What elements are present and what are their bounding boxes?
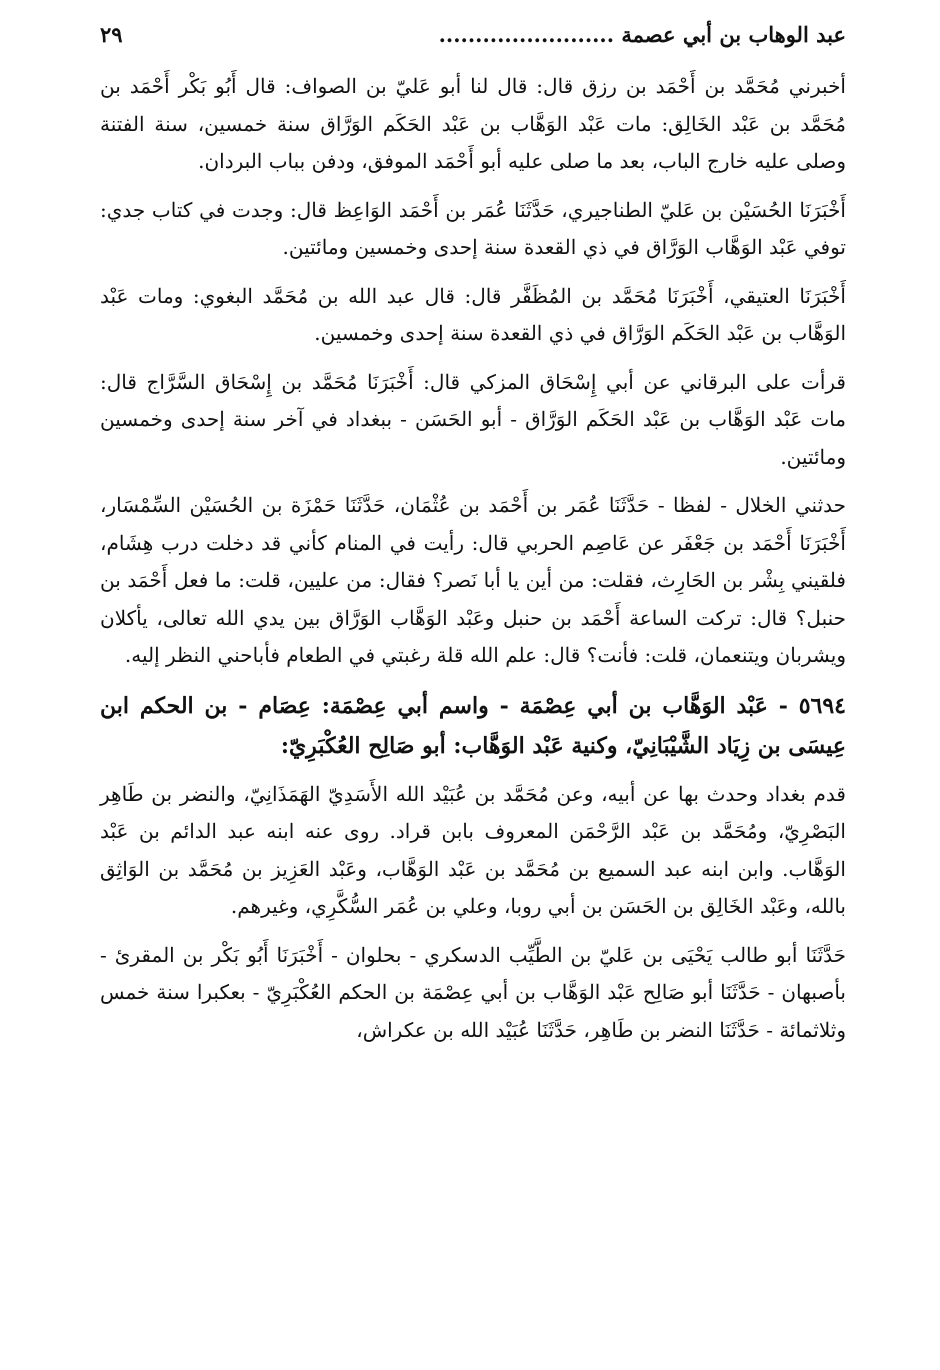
header-leader: ........................ [438, 22, 615, 47]
paragraph: حدثني الخلال - لفظا - حَدَّثَنَا عُمَر بن أَحْمَد بن عُثْمَان، حَدَّثَنَا حَمْزَة بن الحُسَيْن السِّمْسَار، أَخْبَرَنَا أَحْمَد بن جَعْفَر عن عَاصِم الحربي قال: رأيت في المنام كأني قد دخلت درب هِشَام، فلقيني بِشْر بن الحَارِث، فقلت: من أين يا أبا نَصر؟ فقال: من عليين، قلت: ما فعل أَحْمَد بن حنبل؟ قال: تركت الساعة أَحْمَد بن حنبل وعَبْد الوَهَّاب الوَرَّاق بين يدي الله تعالى، يأكلان ويشربان ويتنعمان، قلت: فأنت؟ قال: علم الله قلة رغبتي في الطعام فأباحني النظر إليه. [100, 493, 846, 667]
paragraph: قرأت على البرقاني عن أبي إِسْحَاق المزكي قال: أَخْبَرَنَا مُحَمَّد بن إِسْحَاق السَّرَّاج قال: مات عَبْد الوَهَّاب بن عَبْد الحَكَم الوَرَّاق - أبو الحَسَن - ببغداد في آخر سنة إحدى وخمسين ومائتين. [100, 369, 846, 469]
entry-paragraph: حَدَّثَنَا أبو طالب يَحْيَى بن عَليّ بن الطَّيِّب الدسكري - بحلوان - أَخْبَرَنَا أَبُو بَكْر بن المقرئ - بأصبهان - حَدَّثَنَا أبو صَالِح عَبْد الوَهَّاب بن أبي عِصْمَة بن الحكم العُكْبَرِيّ - بعكبرا سنة خمس وثلاثمائة - حَدَّثَنَا النضر بن طَاهِر، حَدَّثَنَا عُبَيْد الله بن عكراش، [100, 942, 846, 1042]
paragraph: أَخْبَرَنَا العتيقي، أَخْبَرَنَا مُحَمَّد بن المُظَفَّر قال: قال عبد الله بن مُحَمَّد البغوي: ومات عَبْد الوَهَّاب بن عَبْد الحَكَم الوَرَّاق في ذي القعدة سنة إحدى وخمسين. [100, 283, 846, 345]
running-header [100, 22, 846, 68]
entry-paragraph: قدم بغداد وحدث بها عن أبيه، وعن مُحَمَّد بن عُبَيْد الله الأَسَدِيّ الهَمَذَانِيّ، والنضر بن طَاهِر البَصْرِيّ، ومُحَمَّد بن عَبْد الرَّحْمَن المعروف بابن قراد. روى عنه ابنه عبد الدائم بن عَبْد الوَهَّاب. وابن ابنه عبد السميع بن مُحَمَّد بن عَبْد الوَهَّاب، وعَبْد العَزِيز بن مُحَمَّد بن الوَاثِق بالله، وعَبْد الخَالِق بن الحَسَن بن أبي روبا، وعلي بن عُمَر السُّكَّرِي، وغيرهم. [100, 781, 846, 918]
header-title: عبد الوهاب بن أبي عصمة [621, 22, 846, 47]
paragraph: أَخْبَرَنَا الحُسَيْن بن عَليّ الطناجيري، حَدَّثَنَا عُمَر بن أَحْمَد الوَاعِظ قال: وجدت في كتاب جدي: توفي عَبْد الوَهَّاب الوَرَّاق في ذي القعدة سنة إحدى وخمسين ومائتين. [100, 197, 846, 259]
paragraph: أخبرني مُحَمَّد بن أَحْمَد بن رزق قال: قال لنا أبو عَليّ بن الصواف: قال أَبُو بَكْر أَحْمَد بن مُحَمَّد بن عَبْد الخَالِق: مات عَبْد الوَهَّاب بن عَبْد الحَكَم الوَرَّاق سنة خمسين، سنة الفتنة وصلى عليه خارج الباب، بعد ما صلى عليه أبو أَحْمَد الموفق، ودفن بباب البردان. [100, 74, 846, 173]
page-number: ٢٩ [100, 22, 123, 47]
entry-heading: ٥٦٩٤ - عَبْد الوَهَّاب بن أبي عِصْمَة - واسم أبي عِصْمَة: عِصَام - بن الحكم ابن عِيسَى بن زِيَاد الشَّيْبَانِيّ، وكنية عَبْد الوَهَّاب: أبو صَالِح العُكْبَرِيّ: [100, 692, 846, 759]
running-title [439, 22, 846, 47]
